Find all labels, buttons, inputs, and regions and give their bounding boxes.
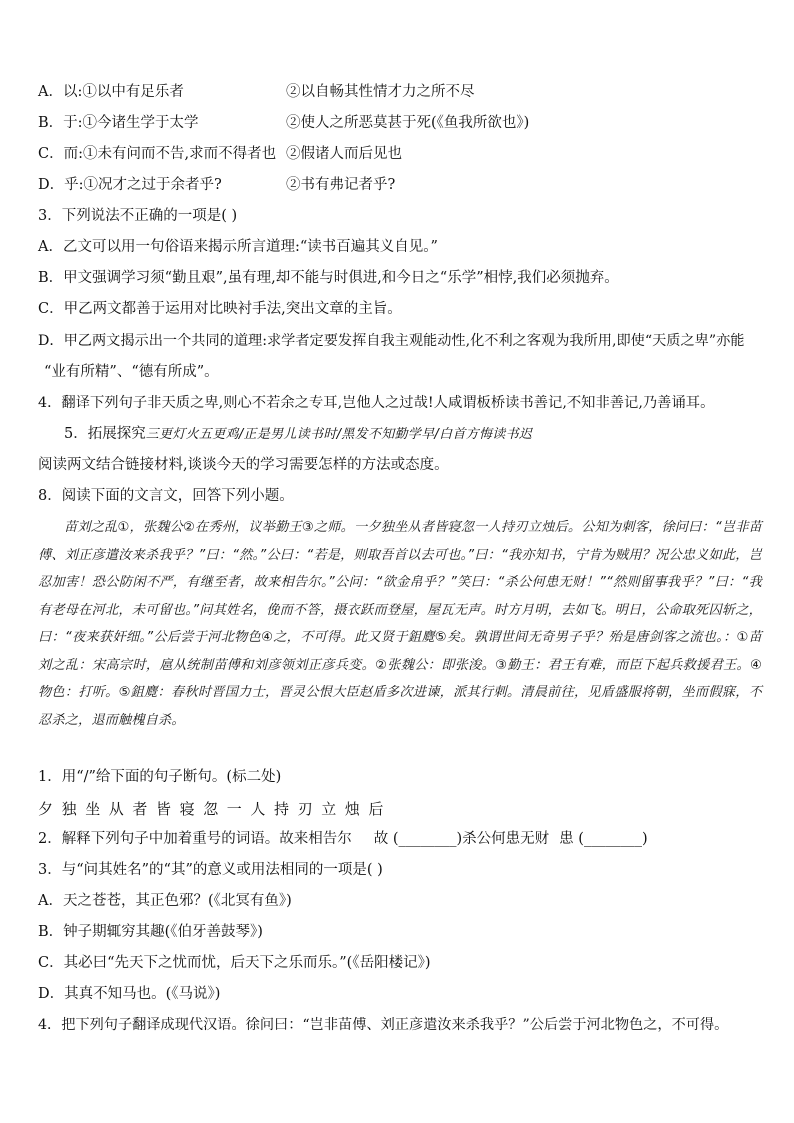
q2-option-c <box>38 144 758 164</box>
q5-label: 5．拓展探究 <box>64 426 146 442</box>
q5-poem: 三更灯火五更鸡/正是男儿读书时/黑发不知勤学早/白首方悔读书迟 <box>145 427 533 442</box>
q4-translate: 4．翻译下列句子非天质之卑,则心不若余之专耳,岂他人之过哉!人咸谓板桥读书善记,不知非善记,乃善诵耳。 <box>38 395 715 411</box>
q2-option-c-2: ②假诸人而后见也 <box>286 146 402 162</box>
q3-option-d-line2: “业有所精”、“德有所成”。 <box>44 364 219 380</box>
subq2-prompt: 2．解释下列句子中加着重号的词语。故来相告尔 <box>38 831 352 847</box>
subq3-option-c: C．其必曰“先天下之忧而忧，后天下之乐而乐。”(《岳阳楼记》) <box>38 955 431 971</box>
q2-option-b-2: ②使人之所恶莫甚于死(《鱼我所欲也》) <box>286 115 530 131</box>
q2-option-a-1: A．以:①以中有足乐者 <box>38 84 184 100</box>
q2-option-d <box>38 175 758 195</box>
q5-task: 阅读两文结合链接材料,谈谈今天的学习需要怎样的方法或态度。 <box>38 457 449 473</box>
q3-option-a: A．乙文可以用一句俗语来揭示所言道理:“读书百遍其义自见。” <box>38 239 438 255</box>
subq3-option-d: D．其真不知马也。(《马说》) <box>38 986 221 1002</box>
subq2-stem <box>38 829 648 849</box>
q2-option-b <box>38 113 758 133</box>
q2-option-b-1: B．于:①今诸生学于太学 <box>38 115 199 131</box>
q2-option-d-2: ②书有弗记者乎? <box>286 177 396 193</box>
q3-option-d-line1: D．甲乙两文揭示出一个共同的道理:求学者定要发挥自我主观能动性,化不利之客观为我所用,即使“天质之卑”亦能 <box>38 333 745 349</box>
subq2-blank-gu: 故 (________) <box>373 831 463 847</box>
subq3-stem: 3．与“问其姓名”的“其”的意义或用法相同的一项是( ) <box>38 862 383 878</box>
subq2-phrase: 杀公何患无财 <box>462 831 550 847</box>
q2-option-a <box>38 82 758 102</box>
q2-option-d-1: D．乎:①况才之过于余者乎? <box>38 177 222 193</box>
subq1-stem: 1．用“/”给下面的句子断句。(标二处) <box>38 769 282 785</box>
subq1-sentence: 夕独坐从者皆寝忽一人持刃立烛后 <box>38 800 393 818</box>
q2-option-a-2: ②以自畅其性情才力之所不尽 <box>286 84 475 100</box>
q2-option-c-1: C．而:①未有问而不告,求而不得者也 <box>38 146 277 162</box>
q5-extension <box>64 424 532 445</box>
subq2-blank-huan: 患 (________) <box>559 831 648 847</box>
q3-option-b: B．甲文强调学习须“勤且艰”,虽有理,却不能与时俱进,和今日之“乐学”相悖,我们必须抛弃。 <box>38 270 619 286</box>
q3-stem: 3．下列说法不正确的一项是( ) <box>38 208 238 224</box>
subq3-option-a: A．天之苍苍，其正色邪？(《北冥有鱼》) <box>38 893 292 909</box>
q3-option-c: C．甲乙两文都善于运用对比映衬手法,突出文章的主旨。 <box>38 301 402 317</box>
subq4-translate: 4．把下列句子翻译成现代汉语。徐问曰：“岂非苗傅、刘正彦遣汝来杀我乎？”公后尝于河北物色之，不可得。 <box>38 1017 729 1033</box>
subq3-option-b: B．钟子期辄穷其趣(《伯牙善鼓琴》) <box>38 924 263 940</box>
classical-passage: 苗刘之乱①，张魏公②在秀州，议举勤王③之师。一夕独坐从者皆寝忽一人持刃立烛后。公知为刺客，徐问曰：“岂非苗傅、刘正彦遣汝来杀我乎？”曰：“然。”公曰：“若是，则取吾首以去可也。”曰：“我亦知书，宁肯为贼用？况公忠义如此，岂忍加害！恐公防闲不严，有继至者，故来相告尔。”公问：“欲金帛乎？”笑曰：“杀公何患无财！”“然则留事我乎？”曰：“我有老母在河北，未可留也。”问其姓名，俛而不答，摄衣跃而登屋，屋瓦无声。时方月明，去如飞。明日，公命取死囚斩之，曰：“夜来获奸细。”公后尝于河北物色④之，不可得。此又贤于鉏麑⑤矣。孰谓世间无奇男子乎？殆是唐剑客之流也。：①苗刘之乱：宋高宗时，扈从统制苗傅和刘彦领刘正彦兵变。②张魏公：即张浚。③勤王：君王有难，而臣下起兵救援君王。④物色：打听。⑤鉏麑：春秋时晋国力士，晋灵公恨大臣赵盾多次进谏，派其行刺。清晨前往，见盾盛服将朝，坐而假寐，不忍杀之，退而触槐自杀。 <box>38 520 762 728</box>
q8-heading: 8．阅读下面的文言文，回答下列小题。 <box>38 488 294 504</box>
